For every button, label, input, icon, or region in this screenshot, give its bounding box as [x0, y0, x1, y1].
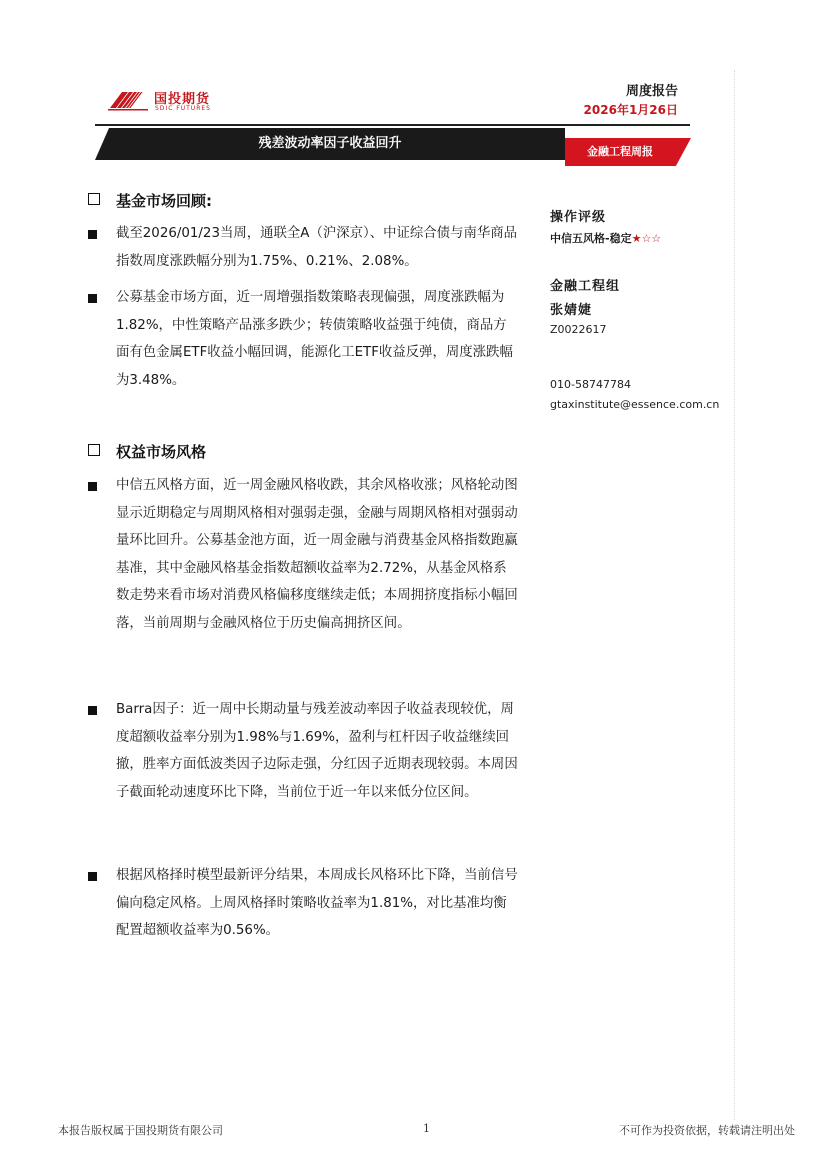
bullet-icon [88, 230, 97, 239]
report-title: 残差波动率因子收益回升 [258, 136, 402, 151]
bullet-icon [88, 294, 97, 303]
analyst-license-id: Z0022617 [550, 323, 607, 336]
copyright-notice: 本报告版权属于国投期货有限公司 [58, 1124, 223, 1137]
contact-phone: 010-58747784 [550, 378, 631, 391]
company-logo [108, 86, 228, 112]
section-heading-text: 基金市场回顾: [116, 192, 212, 210]
report-type: 周度报告 [625, 84, 678, 99]
logo-mark-icon [108, 86, 152, 112]
bullet-icon [88, 482, 97, 491]
bullet-icon [88, 872, 97, 881]
contact-email[interactable]: gtaxinstitute@essence.com.cn [550, 398, 720, 411]
page-number: 1 [423, 1122, 430, 1135]
analyst-name: 张婧婕 [550, 303, 593, 318]
rating-stars-icon: ★☆☆ [631, 232, 662, 245]
logo-text: 国投期货 [154, 92, 211, 107]
banner-rule [95, 124, 690, 126]
rating-value [550, 230, 661, 246]
rating-label: 操作评级 [550, 210, 607, 225]
page-border [734, 70, 735, 1120]
paragraph: 根据风格择时模型最新评分结果，本周成长风格环比下降，当前信号偏向稳定风格。上周风格择时策略收益率为1.81%，对比基准均衡配置超额收益率为0.56%。 [116, 868, 518, 939]
bullet-icon [88, 706, 97, 715]
logo-subtext: SDIC FUTURES [155, 105, 211, 112]
paragraph: 截至2026/01/23当周，通联全A（沪深京）、中证综合债与南华商品指数周度涨跌幅分别为1.75%、0.21%、2.08%。 [116, 226, 518, 269]
paragraph: 中信五风格方面，近一周金融风格收跌，其余风格收涨；风格轮动图显示近期稳定与周期风格相对强弱走强，金融与周期风格相对强弱动量环比回升。公募基金池方面，近一周金融与消费基金风格指数跑赢基准，其中金融风格基金指数超额收益率为2.72%，从基金风格系数走势来看市场对消费风格偏移度继续走低；本周拥挤度指标小幅回落，当前周期与金融风格位于历史偏高拥挤区间。 [116, 478, 518, 631]
category-tag-label: 金融工程周报 [587, 145, 653, 158]
paragraph: 公募基金市场方面，近一周增强指数策略表现偏强，周度涨跌幅为1.82%，中性策略产品涨多跌少；转债策略收益强于纯债，商品方面有色金属ETF收益小幅回调，能源化工ETF收益反弹，周度涨跌幅为3.48%。 [116, 290, 513, 388]
checkbox-icon [88, 193, 100, 205]
section-heading-text: 权益市场风格 [116, 443, 207, 461]
paragraph: Barra因子：近一周中长期动量与残差波动率因子收益表现较优，周度超额收益率分别为1.98%与1.69%，盈利与杠杆因子收益继续回撤，胜率方面低波类因子边际走强，分红因子近期表现较弱。本周因子截面轮动速度环比下降，当前位于近一年以来低分位区间。 [116, 702, 518, 800]
section-heading-fund-market [88, 190, 212, 211]
report-date: 2026年1月26日 [583, 103, 678, 117]
section-heading-equity-style [88, 441, 206, 462]
rating-text: 中信五风格-稳定 [550, 232, 632, 245]
team-name: 金融工程组 [550, 279, 621, 294]
checkbox-icon [88, 444, 100, 456]
disclaimer: 不可作为投资依据，转载请注明出处 [619, 1124, 795, 1137]
